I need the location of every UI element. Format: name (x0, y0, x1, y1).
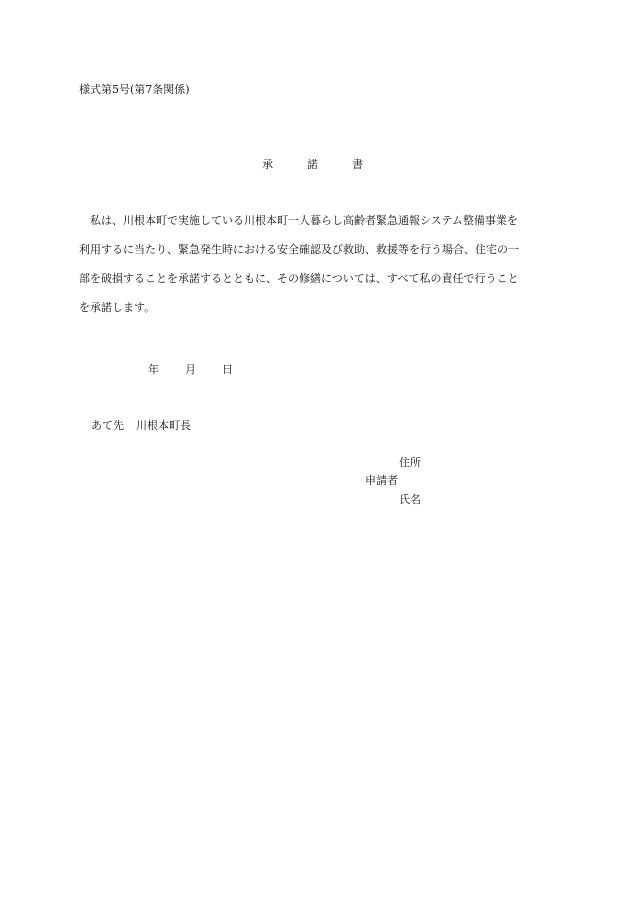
statement-line: 利用するに当たり、緊急発生時における安全確認及び救助、救援等を行う場合、住宅の一 (79, 243, 519, 256)
statement-line: 私は、川根本町で実施している川根本町一人暮らし高齢者緊急通報システム整備事業を (79, 214, 518, 227)
address-label: 住所 (399, 456, 421, 469)
statement-line: を承諾します。 (79, 301, 156, 314)
date-year-label: 年 (148, 363, 159, 376)
title-char-2: 諾 (307, 158, 318, 171)
date-month-label: 月 (185, 363, 196, 376)
form-number: 様式第5号(第7条関係) (79, 83, 190, 96)
applicant-label: 申請者 (365, 474, 398, 487)
addressee-name: 川根本町長 (136, 419, 191, 432)
title-char-1: 承 (262, 158, 273, 171)
statement-line: 部を破損することを承諾するとともに、その修繕については、すべて私の責任で行うこと (79, 272, 519, 285)
addressee-label: あて先 (91, 419, 124, 432)
addressee (91, 417, 191, 433)
document-title (262, 156, 363, 172)
title-char-3: 書 (352, 158, 363, 171)
consent-statement (79, 213, 559, 329)
name-label: 氏名 (399, 493, 421, 506)
date-day-label: 日 (222, 363, 233, 376)
date-field (148, 361, 233, 377)
